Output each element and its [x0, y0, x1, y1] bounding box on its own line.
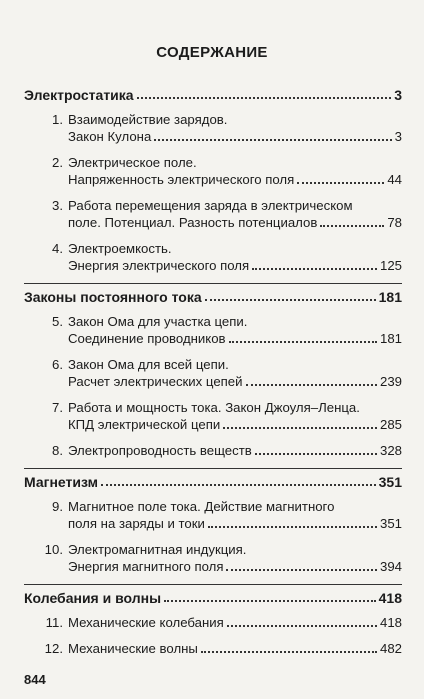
dot-leader [226, 569, 377, 571]
entry-line: Электропроводность веществ [68, 443, 252, 458]
toc-entry [24, 442, 402, 468]
entry-text [68, 356, 402, 390]
entry-number: 1. [52, 112, 63, 127]
entry-last-line [68, 442, 402, 459]
toc-section [24, 585, 402, 666]
section-heading [24, 469, 402, 498]
entry-text [68, 240, 402, 274]
section-page-number: 181 [378, 289, 402, 305]
dot-leader [223, 427, 377, 429]
entry-page-number: 3 [394, 129, 402, 144]
entry-page-number: 125 [379, 258, 402, 273]
dot-leader [255, 453, 377, 455]
entry-line: Энергия магнитного поля [68, 559, 224, 574]
entry-page-number: 78 [387, 215, 402, 230]
entry-page-number: 285 [379, 417, 402, 432]
page-number: 844 [24, 672, 46, 687]
entry-number: 6. [52, 357, 63, 372]
entry-line: Энергия электрического поля [68, 258, 250, 273]
entry-line: Взаимодействие зарядов. [68, 112, 228, 127]
entry-line: Закон Кулона [68, 129, 152, 144]
section-title: Колебания и волны [24, 590, 162, 606]
entry-number: 7. [52, 400, 63, 415]
dot-leader [252, 268, 377, 270]
section-title: Магнетизм [24, 474, 98, 490]
entry-number: 5. [52, 314, 63, 329]
entry-last-line [68, 373, 402, 390]
entry-page-number: 394 [379, 559, 402, 574]
entry-page-number: 181 [379, 331, 402, 346]
toc-entry [24, 640, 402, 666]
entry-line: Закон Ома для всей цепи. [68, 357, 229, 372]
entry-page-number: 482 [379, 641, 402, 656]
dot-leader [101, 484, 376, 486]
section-title: Электростатика [24, 87, 134, 103]
entry-line: Расчет электрических цепей [68, 374, 243, 389]
entry-number: 4. [52, 241, 63, 256]
entry-text [68, 313, 402, 347]
dot-leader [137, 97, 392, 99]
entry-line: поле. Потенциал. Разность потенциалов [68, 215, 318, 230]
entry-number: 8. [52, 443, 63, 458]
entry-last-line [68, 416, 402, 433]
section-heading [24, 284, 402, 313]
entry-text [68, 442, 402, 459]
entry-line: Работа перемещения заряда в электрическом [68, 198, 353, 213]
entry-line: Механические колебания [68, 615, 224, 630]
dot-leader [227, 625, 377, 627]
entry-number: 2. [52, 155, 63, 170]
entry-line: Напряженность электрического поля [68, 172, 295, 187]
toc-section [24, 82, 402, 284]
entry-page-number: 44 [387, 172, 402, 187]
section-page-number: 351 [378, 474, 402, 490]
toc-section [24, 469, 402, 585]
entry-line: Соединение проводников [68, 331, 226, 346]
dot-leader [297, 182, 384, 184]
toc-entry [24, 313, 402, 356]
dot-leader [320, 225, 384, 227]
section-heading [24, 585, 402, 614]
section-page-number: 3 [394, 87, 402, 103]
entry-number: 12. [44, 641, 63, 656]
entry-page-number: 328 [379, 443, 402, 458]
dot-leader [164, 600, 376, 602]
entry-text [68, 640, 402, 657]
entry-text [68, 399, 402, 433]
toc-entry [24, 498, 402, 541]
section-title: Законы постоянного тока [24, 289, 202, 305]
toc-entry [24, 541, 402, 584]
dot-leader [205, 299, 376, 301]
toc-entry [24, 356, 402, 399]
entry-last-line [68, 614, 402, 631]
entry-text [68, 154, 402, 188]
entry-line: Закон Ома для участка цепи. [68, 314, 248, 329]
entry-last-line [68, 171, 402, 188]
dot-leader [154, 139, 391, 141]
entry-text [68, 614, 402, 631]
entry-last-line [68, 214, 402, 231]
entry-line: Магнитное поле тока. Действие магнитного [68, 499, 335, 514]
entry-page-number: 351 [379, 516, 402, 531]
section-heading [24, 82, 402, 111]
section-page-number: 418 [378, 590, 402, 606]
entry-number: 9. [52, 499, 63, 514]
entry-text [68, 498, 402, 532]
toc-section [24, 284, 402, 469]
entry-line: Электромагнитная индукция. [68, 542, 247, 557]
entry-text [68, 197, 402, 231]
toc-entry [24, 399, 402, 442]
entry-last-line [68, 515, 402, 532]
dot-leader [208, 526, 377, 528]
entry-text [68, 541, 402, 575]
entry-page-number: 418 [379, 615, 402, 630]
entry-line: КПД электрической цепи [68, 417, 221, 432]
entry-line: Механические волны [68, 641, 198, 656]
entry-last-line [68, 128, 402, 145]
entry-line: Электроемкость. [68, 241, 172, 256]
page-title: СОДЕРЖАНИЕ [156, 44, 268, 61]
dot-leader [201, 651, 377, 653]
toc-entry [24, 154, 402, 197]
dot-leader [229, 341, 377, 343]
entry-line: Работа и мощность тока. Закон Джоуля–Ленца. [68, 400, 360, 415]
entry-line: Электрическое поле. [68, 155, 197, 170]
dot-leader [246, 384, 377, 386]
entry-text [68, 111, 402, 145]
entry-last-line [68, 257, 402, 274]
toc-entry [24, 197, 402, 240]
entry-last-line [68, 640, 402, 657]
entry-line: поля на заряды и токи [68, 516, 205, 531]
entry-number: 11. [45, 615, 63, 630]
entry-last-line [68, 330, 402, 347]
toc-entry [24, 111, 402, 154]
entry-number: 10. [44, 542, 63, 557]
toc-entry [24, 614, 402, 640]
entry-page-number: 239 [379, 374, 402, 389]
table-of-contents [24, 82, 402, 666]
entry-last-line [68, 558, 402, 575]
entry-number: 3. [52, 198, 63, 213]
toc-entry [24, 240, 402, 283]
